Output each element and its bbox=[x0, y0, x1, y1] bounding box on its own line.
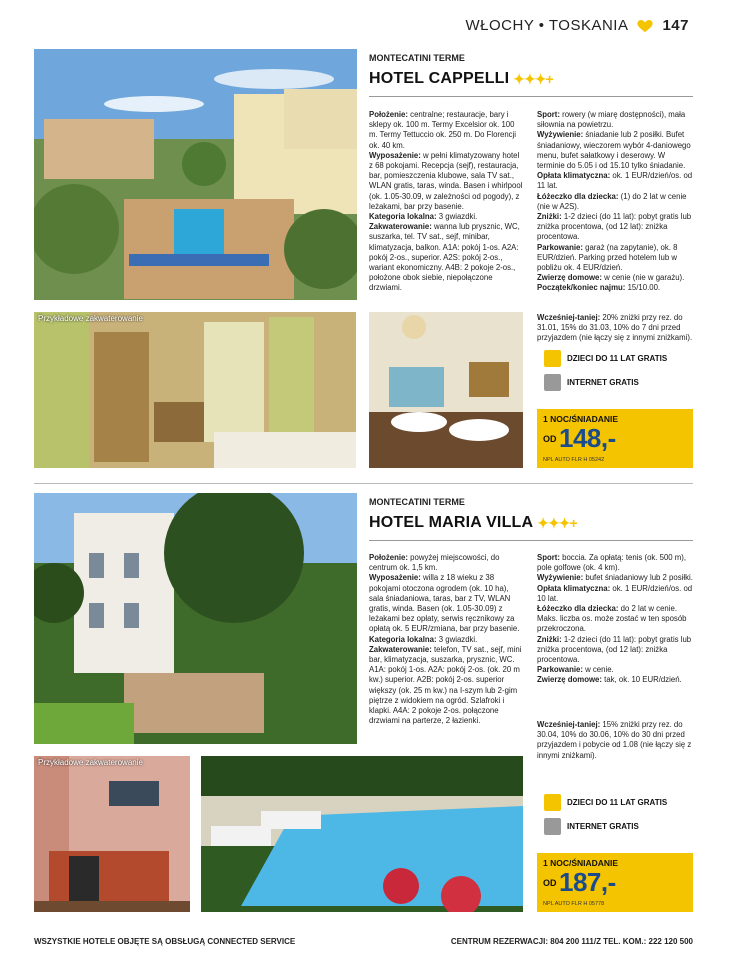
hotel1-early-booking bbox=[537, 313, 693, 344]
hotel2-price-box bbox=[537, 853, 693, 912]
hotel1-name: HOTEL CAPPELLI bbox=[369, 70, 510, 87]
hotel2-badge-internet bbox=[544, 818, 639, 835]
h2-price-od: OD bbox=[543, 878, 557, 888]
h1c2-v5: garaż (na zapytanie), ok. 8 EUR/dzień. Parking przed hotelem lub w pobliżu ok. 4 EUR/dzień. bbox=[537, 242, 678, 273]
h1c1-v0: centralne; restauracje, bary i sklepy ok. 100 m. Termy Excelsior ok. 100 m. Termy Tettuccio ok. 250 m. Do Florencji ok. 40 km. bbox=[369, 110, 517, 150]
h1c2-v1: śniadanie lub 2 posiłki. Bufet śniadaniowy, wieczorem wybór 4-daniowego menu, bufet sałatkowy i deserowy. W terminie do 5.05 i od 15.10 tylko śniadanie. bbox=[537, 130, 691, 171]
page-number: 147 bbox=[662, 17, 689, 34]
h1c2-k4: Zniżki: bbox=[537, 212, 562, 222]
h2c1-v0: powyżej miejscowości, do centrum ok. 1,5 km. bbox=[369, 553, 500, 573]
hotel1-photo-tag: Przykładowe zakwaterowanie bbox=[38, 314, 143, 323]
kids-free-icon bbox=[544, 350, 561, 367]
heart-logo-icon bbox=[636, 19, 654, 33]
h2-price-code: NPL AUTO FLR H 05778 bbox=[543, 901, 605, 907]
h2c2-k4: Zniżki: bbox=[537, 634, 562, 644]
h1-price-value: 148,- bbox=[559, 423, 616, 453]
h2c1-v2: 3 gwiazdki. bbox=[436, 634, 478, 644]
hotel1-col2 bbox=[537, 110, 693, 294]
h1c2-k7: Początek/koniec najmu: bbox=[537, 283, 626, 293]
h2c2-k6: Zwierzę domowe: bbox=[537, 675, 602, 685]
h2-price-label: 1 NOC/ŚNIADANIE bbox=[543, 858, 619, 868]
hotel1-room-photo bbox=[34, 312, 356, 468]
h2c1-k0: Położenie: bbox=[369, 553, 408, 562]
hotel1-col1 bbox=[369, 110, 525, 294]
h1-price-label: 1 NOC/ŚNIADANIE bbox=[543, 414, 619, 424]
h2c2-k0: Sport: bbox=[537, 553, 560, 562]
h2c2-v0: boccia. Za opłatą: tenis (ok. 500 m), pole golfowe (ok. 4 km). bbox=[537, 553, 687, 573]
kids-free-icon bbox=[544, 794, 561, 811]
h2-badge0-label: DZIECI DO 11 LAT GRATIS bbox=[567, 798, 668, 807]
h1c2-v2: ok. 1 EUR/dzień/os. od 11 lat. bbox=[537, 171, 693, 191]
page-header bbox=[466, 17, 690, 34]
h2c2-v3: do 2 lat w cenie. Maks. liczba os. może zostać w ten sposób przekroczona. bbox=[537, 604, 687, 634]
h1c2-v0: rowery (w miarę dostępności), mała siłownia na powietrzu. bbox=[537, 110, 686, 130]
h1-badge0-label: DZIECI DO 11 LAT GRATIS bbox=[567, 354, 668, 363]
h1-badge1-label: INTERNET GRATIS bbox=[567, 378, 639, 387]
hotel2-pool-photo bbox=[201, 756, 523, 912]
hotel2-col1 bbox=[369, 553, 525, 726]
h1c1-k1: Wyposażenie: bbox=[369, 150, 421, 160]
h2-early-k: Wcześniej-taniej: bbox=[537, 720, 601, 729]
hotel2-location: MONTECATINI TERME bbox=[369, 497, 465, 507]
hotel1-rating-icon: ✦✦✦+ bbox=[513, 70, 553, 87]
h1c2-v4: 1-2 dzieci (do 11 lat): pobyt gratis lub zniżka procentowa, (od 12 lat): zniżka procentowa. bbox=[537, 212, 692, 242]
hotel2-name: HOTEL MARIA VILLA bbox=[369, 514, 534, 531]
h1c2-k0: Sport: bbox=[537, 110, 560, 119]
footer-right: CENTRUM REZERWACJI: 804 200 111/Z TEL. KOM.: 222 120 500 bbox=[450, 937, 693, 946]
h1c2-k3: Łóżeczko dla dziecka: bbox=[537, 191, 619, 201]
hotel1-badge-internet bbox=[544, 374, 639, 391]
h2c2-v4: 1-2 dzieci (do 11 lat): pobyt gratis lub zniżka procentowa, (od 12 lat): zniżka procentowa. bbox=[537, 634, 692, 665]
h2-price-value: 187,- bbox=[559, 867, 616, 897]
hotel1-divider bbox=[369, 96, 693, 97]
internet-free-icon bbox=[544, 374, 561, 391]
h1c1-k3: Zakwaterowanie: bbox=[369, 222, 432, 232]
h2c2-k3: Łóżeczko dla dziecka: bbox=[537, 604, 619, 614]
h1c1-v2: 3 gwiazdki. bbox=[436, 212, 478, 222]
h1c1-v1: w pełni klimatyzowany hotel z 68 pokojami. Recepcja (sejf), restauracja, bar, pomieszczenia klubowe, sala TV sat., WLAN gratis, taras, winda. Basen i whirlpool (ok. 1.05-30.09, w zależności od pogody), z leżakami, bar przy basenie. bbox=[369, 150, 523, 211]
hotel1-restaurant-photo bbox=[369, 312, 523, 468]
hotel1-main-photo bbox=[34, 49, 357, 300]
h2c2-v6: tak, ok. 10 EUR/dzień. bbox=[601, 675, 682, 685]
h1c2-k5: Parkowanie: bbox=[537, 242, 583, 252]
internet-free-icon bbox=[544, 818, 561, 835]
h1-price-od: OD bbox=[543, 434, 557, 444]
h2-early-v: 15% zniżki przy rez. do 30.04, 10% do 30.06, 10% do 30 dni przed przyjazdem i pobycie od 1.08 (nie łączy się z innymi zniżkami). bbox=[537, 720, 692, 760]
hotel1-price-box bbox=[537, 409, 693, 468]
h1c2-k1: Wyżywienie: bbox=[537, 130, 584, 140]
h2c2-k1: Wyżywienie: bbox=[537, 573, 584, 583]
h2c2-v5: w cenie. bbox=[582, 665, 614, 675]
region-title: WŁOCHY • TOSKANIA bbox=[465, 17, 629, 34]
h2c1-k2: Kategoria lokalna: bbox=[369, 634, 437, 644]
h1c2-v7: 15/10.00. bbox=[625, 283, 661, 293]
hotel2-divider bbox=[369, 540, 693, 541]
h2c2-v1: bufet śniadaniowy lub 2 posiłki. bbox=[583, 573, 693, 583]
h2c2-v2: ok. 1 EUR/dzień/os. od 10 lat. bbox=[537, 583, 693, 603]
h2c1-v3: telefon, TV sat., sejf, mini bar, klimatyzacja, suszarka, prysznic, WC. A1A: pokój 1-os. A2A: pokój 2-os. (ok. 20 m kw.) superior. A2B: pokój 2-os. superior większy (ok. 25 m kw.) na I-szym lub 2-gim piętrze z widokiem na ogród. Szlafroki i klapki. A4A: 2 pokoje 2-os. połączone drzwiami na parterze, 2 łazienki. bbox=[369, 644, 522, 726]
h2c2-k2: Opłata klimatyczna: bbox=[537, 583, 611, 593]
h1c2-v3: (1) do 2 lat w cenie (nie w A2S). bbox=[537, 191, 687, 211]
h1c1-v3: wanna lub prysznic, WC, suszarka, tel. TV sat., sejf, minibar, klimatyzacja, balkon. A1A: pokój 1-os. A2A: pokój 2-os., superior. A2S: pokój 2-os., wariant ekonomiczny. A4B: 2 pokoje 2-os., położone obok siebie, niepołączone drzwiami. bbox=[369, 222, 520, 293]
h2c1-k3: Zakwaterowanie: bbox=[369, 644, 432, 654]
hotel2-name-row bbox=[369, 514, 577, 532]
hotel1-location: MONTECATINI TERME bbox=[369, 53, 465, 63]
hotel2-rating-icon: ✦✦✦+ bbox=[537, 514, 577, 531]
h1c1-k0: Położenie: bbox=[369, 110, 408, 119]
h1c1-k2: Kategoria lokalna: bbox=[369, 212, 437, 222]
footer-left: WSZYSTKIE HOTELE OBJĘTE SĄ OBSŁUGĄ CONNECTED SERVICE bbox=[34, 937, 296, 946]
h1c2-v6: w cenie (nie w garażu). bbox=[601, 273, 685, 283]
hotel1-name-row bbox=[369, 70, 553, 88]
hotel2-room-photo bbox=[34, 756, 190, 912]
h2c2-k5: Parkowanie: bbox=[537, 665, 583, 675]
hotel2-badge-kids bbox=[544, 794, 667, 811]
h1-price-code: NPL AUTO FLR H 05242 bbox=[543, 457, 605, 463]
hotel2-main-photo bbox=[34, 493, 357, 744]
h2-badge1-label: INTERNET GRATIS bbox=[567, 822, 639, 831]
h1-early-k: Wcześniej-taniej: bbox=[537, 313, 601, 322]
hotel1-badge-kids bbox=[544, 350, 667, 367]
h2c1-k1: Wyposażenie: bbox=[369, 573, 421, 583]
h1c2-k2: Opłata klimatyczna: bbox=[537, 171, 611, 181]
hotel2-early-booking bbox=[537, 720, 693, 761]
hotel2-photo-tag: Przykładowe zakwaterowanie bbox=[38, 758, 143, 767]
hotel2-col2 bbox=[537, 553, 693, 686]
section-separator bbox=[34, 483, 693, 484]
h2c1-v1: willa z 18 wieku z 38 pokojami otoczona ogrodem (ok. 10 ha), sala śniadaniowa, taras, bar z TV, WLAN gratis, winda. Basen (ok. 1.05-30.09) z leżakami bez opłaty, serwis ręcznikowy za opłatą ok. 5 EUR/zmiana, bar przy basenie. bbox=[369, 573, 520, 634]
h1c2-k6: Zwierzę domowe: bbox=[537, 273, 602, 283]
h1-early-v: 20% zniżki przy rez. do 31.01, 15% do 31.03, 10% do 7 dni przed przyjazdem (nie łączy się z innymi zniżkami). bbox=[537, 313, 693, 343]
